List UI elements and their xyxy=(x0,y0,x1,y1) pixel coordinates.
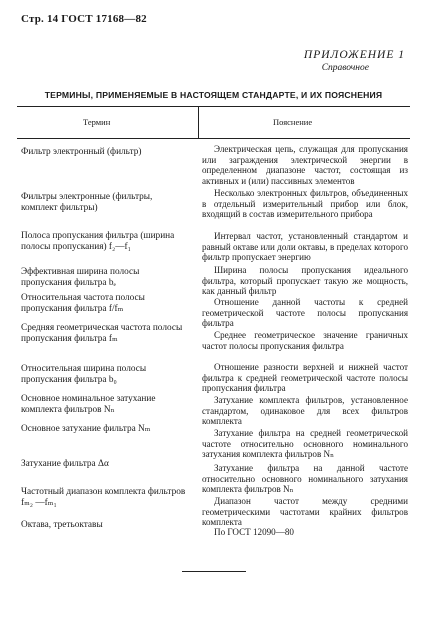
table-row-explanation: Диапазон частот между средними геометрическими частотами крайних фильтров комплекта xyxy=(202,496,408,528)
table-row-explanation: Электрическая цепь, служащая для пропускания или заграждения электрической энергии в определенном диапазоне частот, состоящая из активных и (или) пассивных элементов xyxy=(202,144,408,187)
table-row-term: Относительная частота полосы пропускания фильтра f/fₘ xyxy=(21,293,145,315)
table-row-term: Средняя геометрическая частота полосы пропускания фильтра fₘ xyxy=(21,323,183,345)
column-header-term: Термин xyxy=(83,117,111,127)
table-row-explanation: Отношение данной частоты к средней геометрической частоте полосы пропускания фильтра xyxy=(202,297,408,329)
table-row-explanation: Затухание фильтра на средней геометрической частоте относительно основного номинального затухания комплекта фильтров Nₙ xyxy=(202,428,408,460)
table-row-term: Относительная ширина полосы пропускания фильтра b₀ xyxy=(21,364,147,386)
table-row-term: Фильтр электронный (фильтр) xyxy=(21,147,142,157)
header-column-divider xyxy=(198,106,199,139)
table-row-term: Октава, третьоктавы xyxy=(21,520,103,530)
table-row-term: Основное затухание фильтра Nₘ xyxy=(21,424,151,434)
table-row-explanation: Несколько электронных фильтров, объединенных в отдельный измерительный прибор или блок, входящий в состав измерительного прибора xyxy=(202,188,408,220)
table-row-term: Основное номинальное затухание комплекта фильтров Nₙ xyxy=(21,394,156,416)
table-row-term: Частотный диапазон комплекта фильтров fₘ₂ —fₘ₁ xyxy=(21,487,186,509)
page-header: Стр. 14 ГОСТ 17168—82 xyxy=(21,13,147,25)
table-row-term: Эффективная ширина полосы пропускания фильтра bₑ xyxy=(21,267,140,289)
table-row-explanation: Затухание комплекта фильтров, установленное стандартом, одинаковое для всех фильтров комплекта xyxy=(202,395,408,427)
table-top-rule xyxy=(17,106,410,107)
table-row-term: Полоса пропускания фильтра (ширина полосы пропускания) f₂—f₁ xyxy=(21,231,175,253)
table-row-explanation: Отношение разности верхней и нижней частот фильтра к средней геометрической частоте полосы пропускания фильтра xyxy=(202,362,408,394)
table-row-explanation: По ГОСТ 12090—80 xyxy=(214,527,294,537)
footer-divider xyxy=(182,571,246,572)
table-row-explanation: Среднее геометрическое значение граничных частот полосы пропускания фильтра xyxy=(202,330,408,351)
page-title: ТЕРМИНЫ, ПРИМЕНЯЕМЫЕ В НАСТОЯЩЕМ СТАНДАРТЕ, И ИХ ПОЯСНЕНИЯ xyxy=(44,90,383,100)
table-row-explanation: Интервал частот, установленный стандартом и равный октаве или доли октавы, в пределах которого фильтр пропускает энергию xyxy=(202,231,408,263)
appendix-title: ПРИЛОЖЕНИЕ 1 xyxy=(303,49,405,61)
table-row-term: Фильтры электронные (фильтры, комплект фильтры) xyxy=(21,192,153,214)
table-row-term: Затухание фильтра Δα xyxy=(21,459,109,469)
table-row-explanation: Затухание фильтра на данной частоте относительно основного номинального затухания комплекта фильтров Nₙ xyxy=(202,463,408,495)
table-row-explanation: Ширина полосы пропускания идеального фильтра, который пропускает такую же мощность, как данный фильтр xyxy=(202,265,408,297)
table-header-rule xyxy=(17,138,410,139)
appendix-subtitle: Справочное xyxy=(321,63,369,73)
column-header-explanation: Пояснение xyxy=(273,117,313,127)
